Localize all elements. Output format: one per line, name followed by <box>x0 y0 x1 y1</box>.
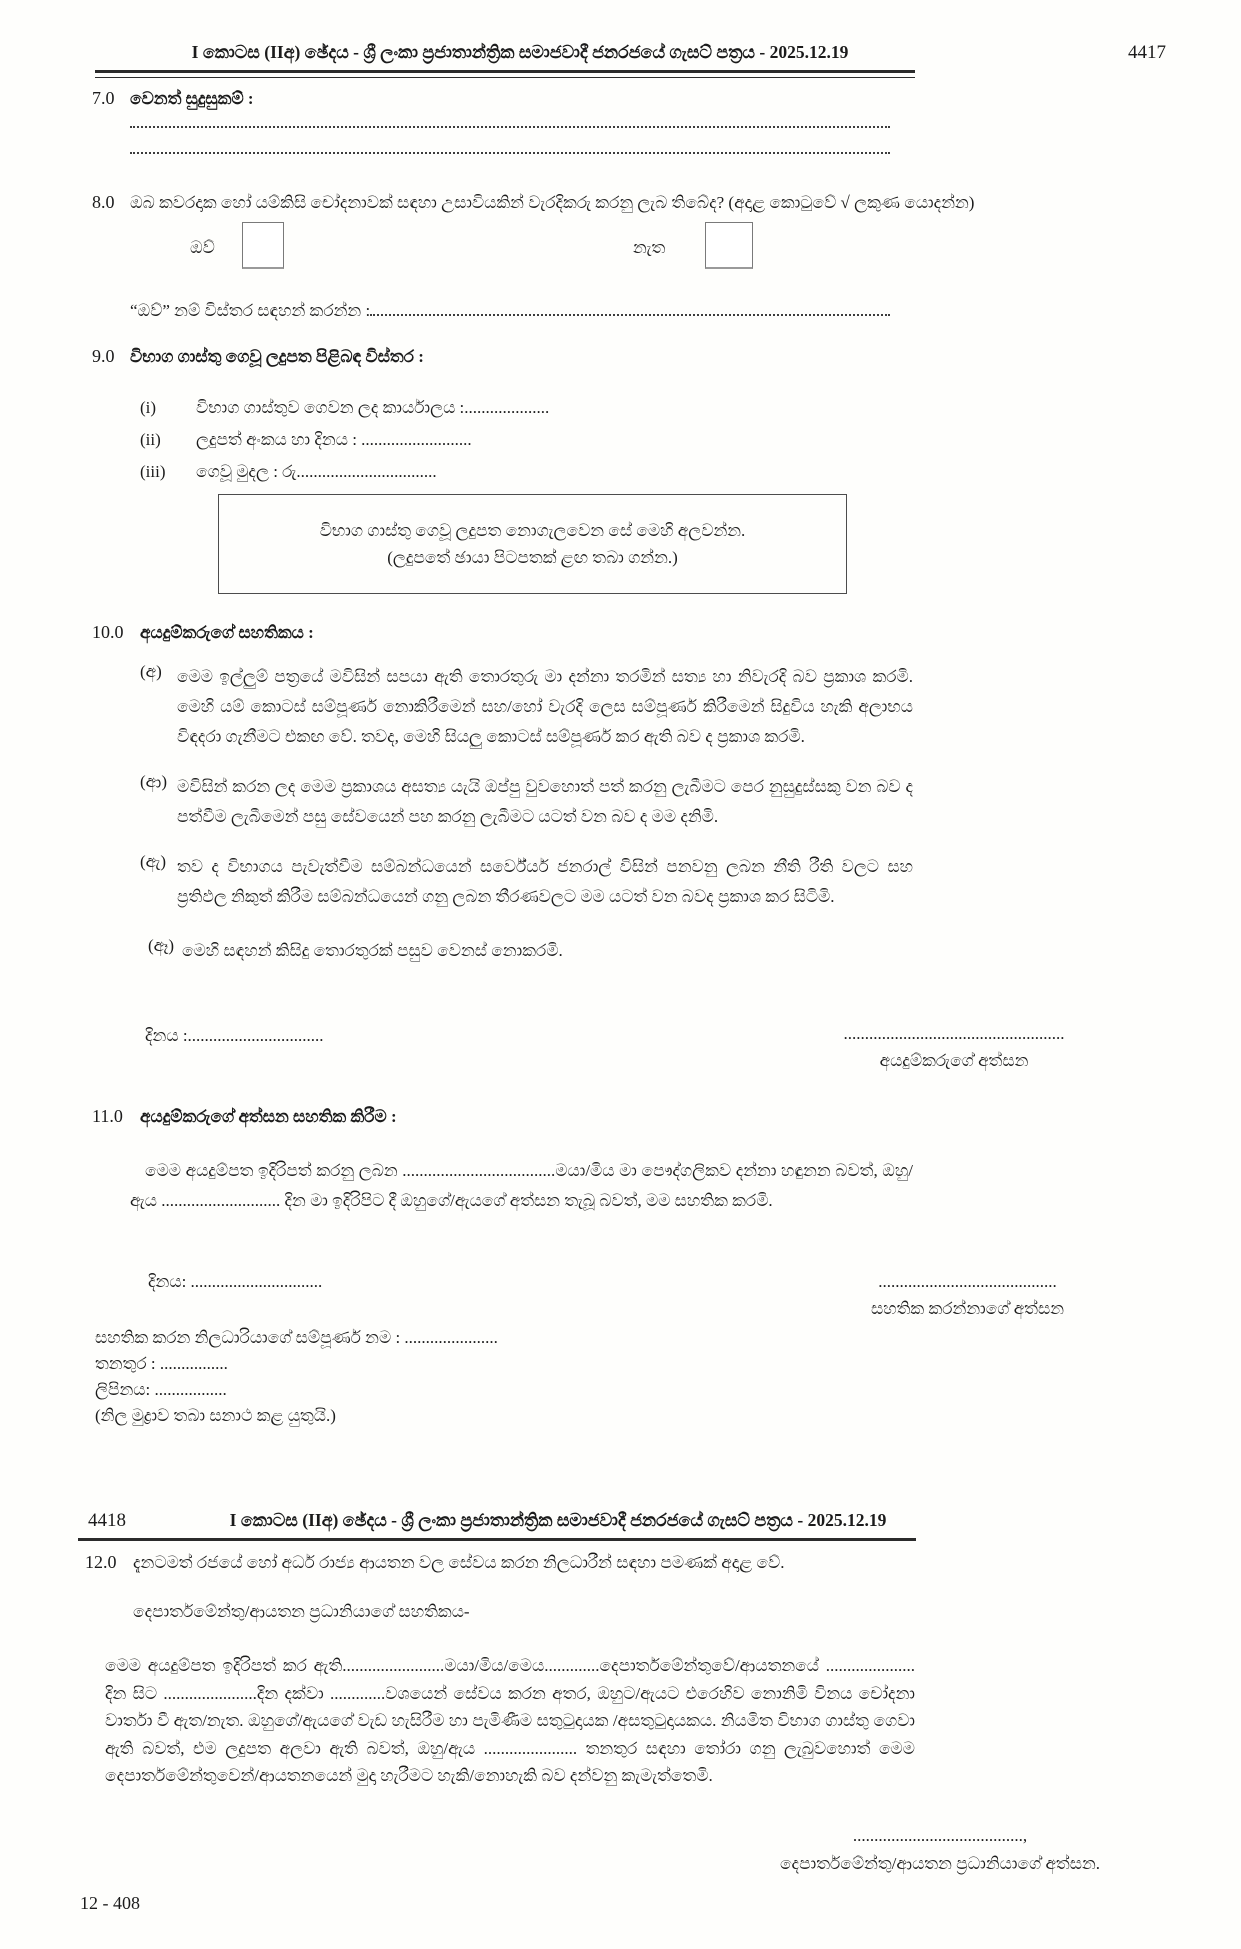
section-11 <box>92 1106 397 1127</box>
receipt-item-number-date-text: ලදුපත් අංකය හා දිනය : .......................... <box>196 430 472 449</box>
page2-header-rule <box>78 1538 916 1541</box>
section-8 <box>92 192 974 213</box>
attestation-date-label: දිනය: ............................... <box>148 1272 323 1291</box>
receipt-item-number-date-number: (ii) <box>140 430 161 449</box>
certificate-item-c-text: තව ද විභාගය පැවැත්වීම සම්බන්ධයෙන් සර්වේයර් ජනරාල් විසින් පනවනු ලබන නීති රීති වලට සහ ප්‍රතිඵල නිකුත් කිරීම සම්බන්ධයෙන් ගනු ලබන තීරණවලට මම යටත් වන බවද ප්‍රකාශ කර සිටිමි. <box>177 857 913 906</box>
receipt-paste-instruction-line2: (ලදුපතේ ඡායා පිටපතක් ළඟ තබා ගන්න.) <box>387 548 678 567</box>
page2-page-number: 4418 <box>88 1510 126 1531</box>
gazette-footer-code: 12 - 408 <box>80 1893 140 1913</box>
yes-details-prompt: “ඔව්” නම් විස්තර සඳහන් කරන්න : <box>130 301 371 320</box>
official-seal-note: (නිල මුද්‍රාව තබා සනාථ කළ යුතුයි.) <box>95 1406 336 1425</box>
yes-details-row <box>130 300 890 321</box>
certificate-item-b-number: (ආ) <box>140 772 167 791</box>
certificate-item-a-number: (අ) <box>140 662 162 681</box>
yes-checkbox[interactable] <box>242 222 284 269</box>
certificate-item-d <box>148 936 913 966</box>
certifier-signature-dots[interactable]: .......................................... <box>878 1272 1057 1291</box>
department-head-certificate-paragraph: මෙම අයදුම්පත ඉදිරිපත් කර ඇති........................මයා/මිය/මෙය.............දෙපාර්තමේන්තුවේ/ආයතනයේ ..................... දින සිට ......................දින දක්වා .............වශයෙන් සේවය කරන අතර, ඔහුට/ඇයට එරෙහිව නොනිමි විනය චෝදනා වාර්තා වී ඇත/නැත. ඔහුගේ/ඇයගේ වැඩ හැසිරීම හා පැමිණීම සතුටුදායක /අසතුටුදායකය. නියමිත විභාග ගාස්තු ගෙවා ඇති බවත්, එම ලදුපත අලවා ඇති බවත්, ඔහු/ඇය ...................... තනතුර සඳහා තෝරා ගනු ලැබුවහොත් මෙම දෙපාර්තමේන්තුවෙන්/ආයතනයෙන් මුදා හැරීමට හැකි/නොහැකි බව දන්වනු කැමැත්තෙමි. <box>105 1656 915 1785</box>
page1-page-number: 4417 <box>1128 42 1166 63</box>
section-10-label: අයදුම්කරුගේ සහතිකය : <box>140 623 314 642</box>
attestation-paragraph: මෙම අයදුම්පත ඉදිරිපත් කරනු ලබන ....................................මයා/මිය මා පෞද්ගලිකව දන්නා හඳුනන බවත්, ඔහු/ඇය ............................ දින මා ඉදිරිපිට දී ඔහුගේ/ඇයගේ අත්සන තැබූ බවත්, මම සහතික කරමි. <box>130 1161 913 1210</box>
section-12 <box>85 1552 785 1573</box>
yes-details-fill-line[interactable] <box>370 300 890 316</box>
section-10 <box>92 622 314 643</box>
department-head-signature-dots[interactable]: ........................................, <box>852 1826 1028 1845</box>
receipt-item-number-date <box>140 430 840 450</box>
certificate-item-c-number: (ඇ) <box>140 852 167 871</box>
receipt-item-office <box>140 398 840 418</box>
applicant-signature-block <box>820 1020 1088 1074</box>
certifying-officer-position-field: තනතුර : ................ <box>95 1354 228 1373</box>
section-9-number: 9.0 <box>92 346 115 366</box>
section-9-label: විභාග ගාස්තු ගෙවූ ලදුපත පිළිබඳ විස්තර : <box>130 347 424 366</box>
section-10-number: 10.0 <box>92 622 124 642</box>
department-head-signature-label: දෙපාර්තමේන්තු/ආයතන ප්‍රධානියාගේ අත්සන. <box>779 1854 1101 1873</box>
receipt-item-amount-number: (iii) <box>140 462 166 481</box>
applicant-date-label: දිනය :................................ <box>145 1026 324 1045</box>
section-8-question: ඔබ කවරදාක හෝ යම්කිසි චෝදනාවක් සඳහා උසාවියකින් වැරදිකරු කරනු ලැබ තිබේද? (අදාළ කොටුවේ √ ලකුණ යොදන්න) <box>130 193 975 212</box>
section-7-label: වෙනත් සුදුසුකම් : <box>130 89 254 108</box>
section-7 <box>92 88 914 109</box>
certificate-item-b-text: මවිසින් කරන ලද මෙම ප්‍රකාශය අසත්‍ය යැයි ඔප්පු වුවහොත් පත් කරනු ලැබීමට පෙර නුසුදුස්සකු වන බව ද පත්වීම ලැබීමෙන් පසු සේවයෙන් පහ කරනු ලැබීමට යටත් වන බව ද මම දනිමි. <box>177 777 913 826</box>
department-head-signature-block <box>750 1822 1130 1878</box>
section-12-label: දැනටමත් රජයේ හෝ අර්ධ රාජ්‍ය ආයතන වල සේවය කරන නිලධාරීන් සඳහා පමණක් අදාළ වේ. <box>133 1553 785 1572</box>
no-label: නැත <box>633 238 666 257</box>
page1-header-rule <box>95 70 915 78</box>
certificate-item-a <box>140 662 913 752</box>
certificate-item-d-text: මෙහි සඳහන් කිසිදු තොරතුරක් පසුව වෙනස් නොකරමි. <box>182 941 563 960</box>
certifying-officer-name-field: සහතික කරන නිලධාරියාගේ සම්පූර්ණ නම : ...................... <box>95 1328 498 1347</box>
yes-label: ඔව් <box>190 238 215 257</box>
receipt-item-amount <box>140 462 840 482</box>
other-qualifications-fill-line-2[interactable] <box>130 138 890 154</box>
page2-header-title: I කොටස (IIඅ) ඡේදය - ශ්‍රී ලංකා ප්‍රජාතාන්ත්‍රික සමාජවාදී ජනරජයේ ගැසට් පත්‍රය - 2025.12.19 <box>229 1510 887 1530</box>
certificate-item-a-text: මෙම ඉල්ලුම් පත්‍රයේ මවිසින් සපයා ඇති තොරතුරු මා දන්නා තරමින් සත්‍ය හා නිවැරදි බව ප්‍රකාශ කරමි. මෙහි යම් කොටස් සම්පූර්ණ නොකිරීමෙන් සහ/හෝ වැරදි ලෙස සම්පූර්ණ කිරීමෙන් සිදුවිය හැකි අලාභය විඳදරා ගැනීමට එකඟ වේ. තවද, මෙහි සියලු කොටස් සම්පූර්ණ කර ඇති බව ද ප්‍රකාශ කරමි. <box>177 667 913 746</box>
receipt-item-office-text: විභාග ගාස්තුව ගෙවන ලද කාර්යාලය :.................... <box>196 398 550 417</box>
applicant-signature-dots[interactable]: .................................................... <box>843 1024 1065 1043</box>
section-7-number: 7.0 <box>92 88 115 108</box>
section-12-number: 12.0 <box>85 1552 117 1572</box>
no-checkbox[interactable] <box>705 222 753 269</box>
certificate-item-c <box>140 852 913 912</box>
department-head-certificate-subheading: දෙපාර්තමේන්තු/ආයතන ප්‍රධානියාගේ සහතිකය- <box>133 1602 470 1621</box>
receipt-paste-box <box>218 494 847 594</box>
certifier-signature-label: සහතික කරන්නාගේ අත්සන <box>870 1299 1065 1318</box>
applicant-signature-label: අයදුම්කරුගේ අත්සන <box>879 1051 1029 1070</box>
section-8-number: 8.0 <box>92 192 115 212</box>
receipt-item-office-number: (i) <box>140 398 157 417</box>
page1-header-title: I කොටස (IIඅ) ඡේදය - ශ්‍රී ලංකා ප්‍රජාතාන්ත්‍රික සමාජවාදී ජනරජයේ ගැසට් පත්‍රය - 2025.12.19 <box>191 42 849 62</box>
certifier-signature-block <box>845 1268 1090 1322</box>
other-qualifications-fill-line-1[interactable] <box>130 112 890 128</box>
certifying-officer-address-field: ලිපිනය: ................. <box>95 1380 227 1399</box>
section-11-number: 11.0 <box>92 1106 123 1126</box>
receipt-item-amount-text: ගෙවූ මුදල : රු................................. <box>196 462 437 481</box>
section-9 <box>92 346 424 367</box>
receipt-paste-instruction-line1: විභාග ගාස්තු ගෙවූ ලදුපත නොගැලවෙන සේ මෙහි අලවන්න. <box>319 521 746 540</box>
section-11-label: අයදුම්කරුගේ අත්සන සහතික කිරීම : <box>140 1107 397 1126</box>
certificate-item-b <box>140 772 913 832</box>
certificate-item-d-number: (ඈ) <box>148 936 175 955</box>
